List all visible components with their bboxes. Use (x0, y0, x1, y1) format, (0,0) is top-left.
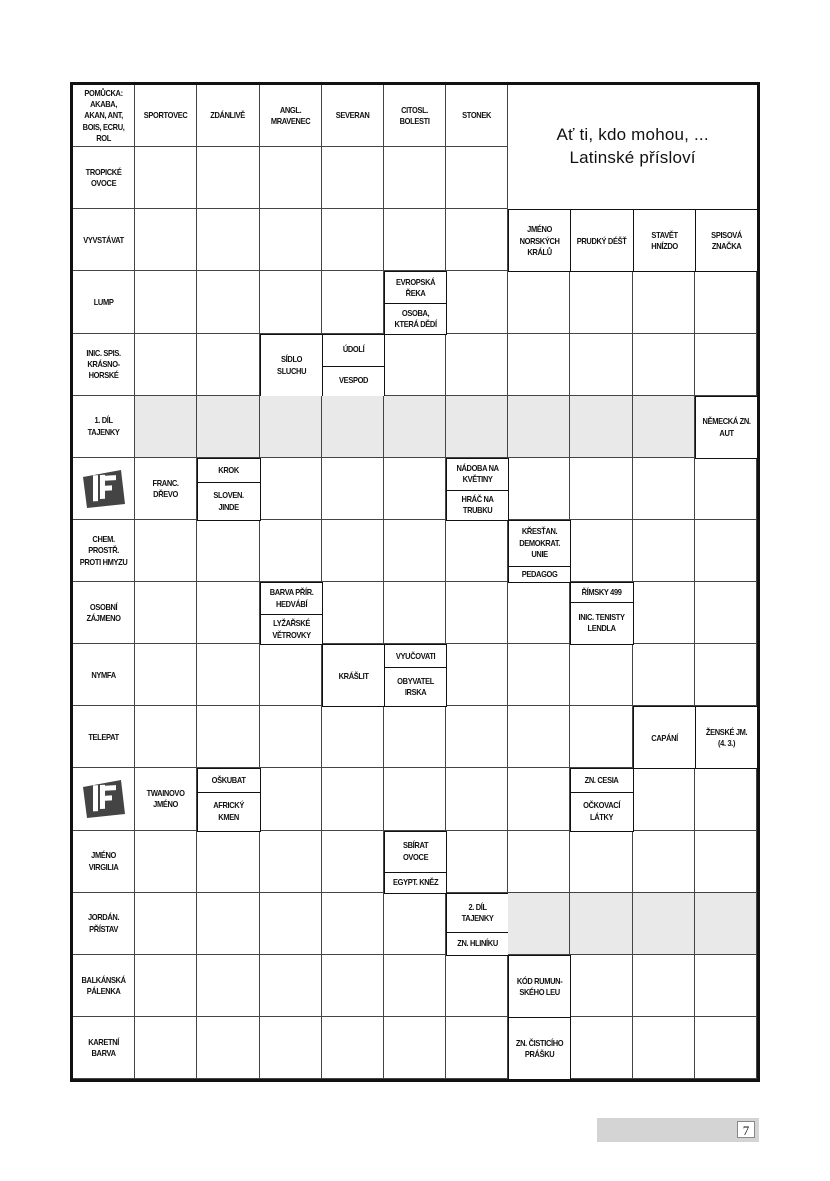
clue-box (446, 458, 509, 521)
clue-cell (446, 85, 508, 147)
clue-text: ZN. HLINÍKU (457, 938, 498, 949)
answer-cell[interactable] (135, 644, 197, 706)
answer-cell[interactable] (322, 209, 384, 271)
clue-text: KRÁŠLIT (338, 670, 369, 681)
clue-box (695, 706, 758, 769)
answer-cell[interactable] (570, 644, 632, 706)
solution-cell[interactable] (384, 396, 446, 458)
answer-cell[interactable] (695, 458, 757, 520)
answer-cell[interactable] (197, 893, 259, 955)
clue-cell (384, 85, 446, 147)
clue-box (384, 271, 447, 334)
answer-cell[interactable] (384, 209, 446, 271)
answer-cell[interactable] (197, 1017, 259, 1079)
answer-cell[interactable] (446, 520, 508, 582)
clue-text: TELEPAT (88, 731, 119, 742)
answer-cell[interactable] (135, 147, 197, 209)
answer-cell[interactable] (695, 955, 757, 1017)
answer-cell[interactable] (633, 334, 695, 396)
answer-cell[interactable] (384, 334, 446, 396)
answer-cell[interactable] (446, 644, 508, 706)
clue-box (197, 768, 260, 831)
clue-box (508, 955, 571, 1018)
motto-line-2: Latinské přísloví (569, 148, 696, 168)
clue-text: NYMFA (91, 669, 116, 680)
answer-cell[interactable] (197, 955, 259, 1017)
solution-cell[interactable] (633, 396, 695, 458)
clue-text: KŘESŤAN. DEMOKRAT. UNIE (519, 526, 561, 559)
clue-cell (197, 85, 259, 147)
answer-cell[interactable] (322, 147, 384, 209)
answer-cell[interactable] (135, 893, 197, 955)
motto-block (508, 85, 757, 210)
clue-cell (322, 85, 384, 147)
answer-cell[interactable] (508, 644, 570, 706)
clue-cell (73, 396, 135, 458)
clue-text: OBYVATEL IRSKA (397, 676, 434, 698)
clue-text: JORDÁN. PŘÍSTAV (87, 912, 120, 934)
clue-box (570, 582, 633, 645)
solution-cell[interactable] (197, 396, 259, 458)
clue-box (570, 768, 633, 831)
clue-cell (73, 147, 135, 209)
solution-cell[interactable] (260, 396, 322, 458)
answer-cell[interactable] (197, 831, 259, 893)
clue-text: ZDÁNLIVĚ (210, 110, 246, 121)
clue-text: SLOVEN. JINDE (213, 490, 245, 512)
clue-cell (73, 893, 135, 955)
clue-text: CHEM. PROSTŘ. PROTI HMYZU (79, 534, 128, 567)
answer-cell[interactable] (695, 768, 757, 830)
answer-cell[interactable] (570, 271, 632, 333)
clue-text: LUMP (93, 296, 114, 307)
clue-text: KROK (218, 464, 240, 475)
answer-cell[interactable] (260, 955, 322, 1017)
clue-text: INIC. SPIS. KRÁSNO- HORSKÉ (86, 347, 121, 381)
solution-cell[interactable] (508, 396, 570, 458)
answer-cell[interactable] (633, 1017, 695, 1079)
clue-text: NÁDOBA NA KVĚTINY (456, 463, 499, 485)
answer-cell[interactable] (570, 458, 632, 520)
clue-box (633, 209, 696, 272)
clue-text: PRUDKÝ DÉŠŤ (577, 235, 627, 246)
clue-divider (385, 872, 446, 873)
answer-cell[interactable] (197, 334, 259, 396)
clue-text: OČKOVACÍ LÁTKY (583, 800, 621, 822)
answer-cell[interactable] (197, 209, 259, 271)
answer-cell[interactable] (446, 706, 508, 768)
answer-cell[interactable] (197, 147, 259, 209)
clue-text: PEDAGOG (521, 568, 558, 579)
solution-cell[interactable] (446, 396, 508, 458)
answer-cell[interactable] (322, 1017, 384, 1079)
publisher-logo-icon (81, 468, 127, 510)
clue-cell (73, 831, 135, 893)
answer-cell[interactable] (508, 831, 570, 893)
answer-cell[interactable] (135, 706, 197, 768)
clue-text: KARETNÍ BARVA (88, 1036, 119, 1058)
clue-cell (73, 955, 135, 1017)
clue-text: AFRICKÝ KMEN (213, 800, 245, 822)
clue-box (508, 520, 571, 583)
clue-text: JMÉNO VIRGILIA (88, 850, 119, 872)
answer-cell[interactable] (197, 582, 259, 644)
clue-cell (73, 520, 135, 582)
clue-text: BALKÁNSKÁ PÁLENKA (81, 974, 126, 996)
answer-cell[interactable] (570, 706, 632, 768)
page-number-bar (597, 1118, 759, 1142)
answer-cell[interactable] (384, 458, 446, 520)
answer-cell[interactable] (135, 334, 197, 396)
clue-divider (447, 490, 508, 491)
clue-box (260, 334, 323, 397)
clue-cell (73, 334, 135, 396)
clue-text: INIC. TENISTY LENDLA (578, 612, 626, 634)
solution-cell[interactable] (322, 396, 384, 458)
answer-cell[interactable] (322, 831, 384, 893)
clue-text: CAPÁNÍ (650, 732, 678, 743)
clue-divider (198, 482, 259, 483)
answer-cell[interactable] (384, 706, 446, 768)
clue-box (446, 893, 509, 956)
answer-cell[interactable] (260, 271, 322, 333)
clue-box (508, 209, 571, 272)
answer-cell[interactable] (695, 520, 757, 582)
answer-cell[interactable] (695, 582, 757, 644)
clue-text: EVROPSKÁ ŘEKA (395, 276, 436, 298)
clue-text: NĚMECKÁ ZN. AUT (702, 416, 751, 438)
clue-text: SEVERAN (335, 110, 370, 121)
answer-cell[interactable] (260, 768, 322, 830)
answer-cell[interactable] (695, 271, 757, 333)
answer-cell[interactable] (260, 893, 322, 955)
answer-cell[interactable] (197, 644, 259, 706)
clue-text: STONEK (462, 110, 492, 121)
clue-cell (73, 706, 135, 768)
clue-divider (509, 566, 570, 567)
clue-text: LYŽAŘSKÉ VĚTROVKY (271, 618, 311, 640)
answer-cell[interactable] (508, 271, 570, 333)
answer-cell[interactable] (384, 147, 446, 209)
logo-cell (73, 458, 135, 520)
publisher-logo-icon (81, 778, 127, 820)
solution-cell[interactable] (135, 396, 197, 458)
clue-text: FRANC. DŘEVO (152, 477, 179, 499)
clue-text: VYVSTÁVAT (83, 234, 124, 245)
answer-cell[interactable] (260, 520, 322, 582)
answer-cell[interactable] (322, 520, 384, 582)
clue-text: ZN. CESIA (585, 774, 619, 785)
clue-text: OŠKUBAT (211, 774, 246, 785)
answer-cell[interactable] (446, 271, 508, 333)
answer-cell[interactable] (384, 520, 446, 582)
answer-cell[interactable] (446, 1017, 508, 1079)
answer-cell[interactable] (384, 893, 446, 955)
answer-cell[interactable] (508, 582, 570, 644)
answer-cell[interactable] (695, 831, 757, 893)
answer-cell[interactable] (508, 768, 570, 830)
answer-cell[interactable] (197, 706, 259, 768)
answer-cell[interactable] (197, 520, 259, 582)
clue-divider (323, 366, 384, 367)
clue-divider (571, 602, 632, 603)
answer-cell[interactable] (260, 706, 322, 768)
clue-box (322, 644, 385, 707)
answer-cell[interactable] (197, 271, 259, 333)
clue-text: TROPICKÉ OVOCE (85, 166, 122, 189)
clue-cell (135, 85, 197, 147)
answer-cell[interactable] (446, 147, 508, 209)
answer-cell[interactable] (633, 271, 695, 333)
answer-cell[interactable] (322, 955, 384, 1017)
answer-cell[interactable] (633, 644, 695, 706)
answer-cell[interactable] (322, 706, 384, 768)
answer-cell[interactable] (446, 334, 508, 396)
clue-text: JMÉNO NORSKÝCH KRÁLŮ (519, 224, 560, 257)
answer-cell[interactable] (446, 831, 508, 893)
answer-cell[interactable] (322, 271, 384, 333)
clue-text: VESPOD (338, 375, 368, 386)
answer-cell[interactable] (384, 955, 446, 1017)
answer-cell[interactable] (384, 582, 446, 644)
answer-cell[interactable] (508, 706, 570, 768)
answer-cell[interactable] (135, 271, 197, 333)
clue-text: OSOBA, KTERÁ DĚDÍ (394, 307, 437, 329)
clue-divider (447, 932, 508, 933)
clue-text: CITOSL. BOLESTI (399, 104, 430, 127)
clue-text: ANGL. MRAVENEC (270, 104, 310, 127)
answer-cell[interactable] (570, 831, 632, 893)
clue-text: SBÍRAT OVOCE (402, 840, 429, 862)
crossword-grid (70, 82, 760, 1082)
clue-cell (135, 458, 197, 520)
answer-cell[interactable] (260, 1017, 322, 1079)
clue-text: STAVĚT HNÍZDO (650, 230, 678, 252)
clue-text: ŘÍMSKY 499 (582, 586, 623, 597)
answer-cell[interactable] (695, 334, 757, 396)
clue-text: OSOBNÍ ZÁJMENO (86, 601, 121, 624)
answer-cell[interactable] (633, 768, 695, 830)
solution-cell[interactable] (508, 893, 570, 955)
clue-text: ZN. ČISTICÍHO PRÁŠKU (516, 1037, 564, 1059)
clue-text: POMŮCKA: AKABA, AKAN, ANT, BOIS, ECRU, ROL (82, 88, 125, 143)
answer-cell[interactable] (322, 893, 384, 955)
answer-cell[interactable] (260, 147, 322, 209)
answer-cell[interactable] (135, 1017, 197, 1079)
clue-divider (261, 614, 322, 615)
answer-cell[interactable] (260, 831, 322, 893)
clue-box (570, 209, 633, 272)
clue-box (197, 458, 260, 521)
clue-cell (73, 209, 135, 271)
logo-cell (73, 768, 135, 830)
answer-cell[interactable] (508, 334, 570, 396)
answer-cell[interactable] (135, 831, 197, 893)
clue-box (695, 209, 758, 272)
answer-cell[interactable] (446, 768, 508, 830)
answer-cell[interactable] (508, 458, 570, 520)
answer-cell[interactable] (322, 458, 384, 520)
answer-cell[interactable] (446, 209, 508, 271)
answer-cell[interactable] (446, 955, 508, 1017)
answer-cell[interactable] (633, 458, 695, 520)
clue-cell (73, 1017, 135, 1079)
solution-cell[interactable] (695, 893, 757, 955)
clue-cell (73, 85, 135, 147)
answer-cell[interactable] (384, 1017, 446, 1079)
clue-text: KÓD RUMUN- SKÉHO LEU (517, 975, 563, 997)
clue-text: HRÁČ NA TRUBKU (461, 494, 494, 516)
clue-divider (198, 792, 259, 793)
answer-cell[interactable] (633, 831, 695, 893)
answer-cell[interactable] (135, 955, 197, 1017)
clue-box (384, 644, 447, 707)
clue-box (508, 1017, 571, 1080)
answer-cell[interactable] (633, 955, 695, 1017)
motto-line-1: Ať ti, kdo mohou, ... (556, 125, 709, 145)
answer-cell[interactable] (570, 334, 632, 396)
answer-cell[interactable] (260, 209, 322, 271)
clue-divider (385, 303, 446, 304)
clue-text: VYUČOVATI (395, 650, 436, 661)
clue-text: SPISOVÁ ZNAČKA (710, 230, 742, 252)
answer-cell[interactable] (322, 582, 384, 644)
clue-text: TWAINOVO JMÉNO (146, 788, 185, 810)
clue-divider (571, 792, 632, 793)
answer-cell[interactable] (633, 582, 695, 644)
clue-cell (135, 768, 197, 830)
clue-box (260, 582, 323, 645)
clue-cell (73, 271, 135, 333)
answer-cell[interactable] (260, 458, 322, 520)
answer-cell[interactable] (570, 1017, 632, 1079)
answer-cell[interactable] (135, 520, 197, 582)
clue-text: EGYPT. KNĚZ (392, 877, 439, 888)
clue-text: 1. DÍL TAJENKY (87, 415, 120, 437)
answer-cell[interactable] (695, 644, 757, 706)
answer-cell[interactable] (570, 520, 632, 582)
solution-cell[interactable] (570, 396, 632, 458)
answer-cell[interactable] (322, 768, 384, 830)
clue-box (633, 706, 696, 769)
clue-text: BARVA PŘÍR. HEDVÁBÍ (269, 587, 314, 609)
clue-text: ŽENSKÉ JM. (4. 3.) (705, 727, 748, 749)
answer-cell[interactable] (260, 644, 322, 706)
clue-box (695, 396, 758, 459)
answer-cell[interactable] (446, 582, 508, 644)
clue-cell (73, 582, 135, 644)
clue-text: 2. DÍL TAJENKY (461, 901, 494, 923)
clue-divider (385, 667, 446, 668)
clue-text: SÍDLO SLUCHU (276, 354, 306, 376)
answer-cell[interactable] (384, 768, 446, 830)
answer-cell[interactable] (570, 955, 632, 1017)
clue-text: ÚDOLÍ (342, 344, 365, 355)
page-number: 7 (737, 1121, 755, 1138)
answer-cell[interactable] (135, 209, 197, 271)
clue-box (384, 831, 447, 894)
clue-box (322, 334, 385, 397)
answer-cell[interactable] (135, 582, 197, 644)
clue-text: SPORTOVEC (143, 110, 188, 121)
answer-cell[interactable] (633, 520, 695, 582)
solution-cell[interactable] (633, 893, 695, 955)
answer-cell[interactable] (695, 1017, 757, 1079)
solution-cell[interactable] (570, 893, 632, 955)
clue-cell (73, 644, 135, 706)
clue-cell (260, 85, 322, 147)
